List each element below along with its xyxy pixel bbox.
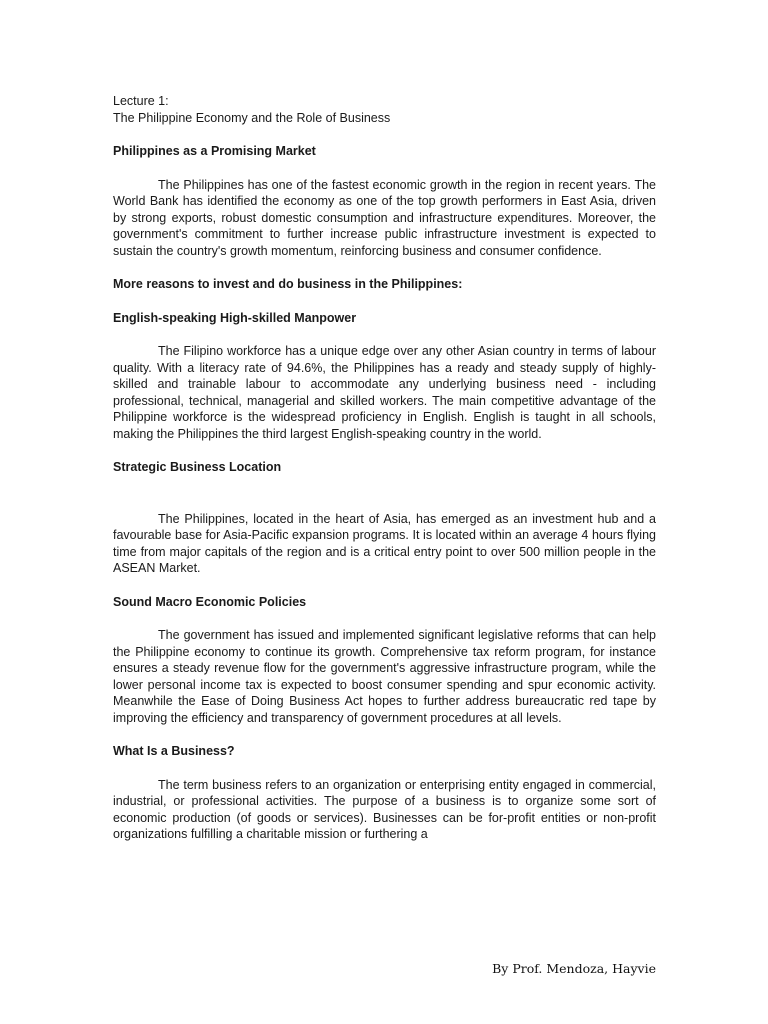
section-heading-promising-market: Philippines as a Promising Market [113,144,316,158]
paragraph-manpower: The Filipino workforce has a unique edge over any other Asian country in terms of labour quality. With a literacy rate of 94.6%, the Philippines has a ready and steady supply of highly-skilled and trainable labour to accommodate any underlying business need - including professional, technical, managerial and skilled workers. The main competitive advantage of the Philippine workforce is the widespread proficiency in English. English is taught in all schools, making the Philippines the third largest English-speaking country in the world. [113,344,656,441]
document-page [113,93,656,843]
lecture-title: The Philippine Economy and the Role of Business [113,110,391,125]
section-heading-more-reasons: More reasons to invest and do business in the Philippines: [113,277,463,291]
section-heading-what-is-business: What Is a Business? [113,744,235,758]
section-heading-manpower: English-speaking High-skilled Manpower [113,310,357,325]
paragraph-macro-policies: The government has issued and implemented significant legislative reforms that can help the Philippine economy to continue its growth. Comprehensive tax reform program, for instance ensures a steady revenue flow for the government's aggressive infrastructure program, while the lower personal income tax is expected to boost consumer spending and spur economic activity. Meanwhile the Ease of Doing Business Act hopes to further address bureaucratic red tape by improving the efficiency and transparency of government procedures at all levels. [113,628,656,725]
section-heading-macro-policies: Sound Macro Economic Policies [113,594,307,609]
section-heading-location: Strategic Business Location [113,460,282,474]
paragraph-what-is-business: The term business refers to an organization or enterprising entity engaged in commercial, industrial, or professional activities. The purpose of a business is to organize some sort of economic production (of goods or services). Businesses can be for-profit entities or non-profit organizations fulfilling a charitable mission or furthering a [113,777,656,841]
paragraph-location: The Philippines, located in the heart of Asia, has emerged as an investment hub and a favourable base for Asia-Pacific expansion programs. It is located within an average 4 hours flying time from major capitals of the region and is a critical entry point to over 500 million people in the ASEAN Market. [113,511,656,575]
author-footer: By Prof. Mendoza, Hayvie [492,961,656,976]
paragraph-promising-market: The Philippines has one of the fastest economic growth in the region in recent years. The World Bank has identified the economy as one of the top growth performers in East Asia, driven by strong exports, robust domestic consumption and infrastructure expenditures. Moreover, the government's commitment to further increase public infrastructure investment is expected to sustain the country's growth momentum, reinforcing business and consumer confidence. [113,177,656,258]
lecture-label: Lecture 1: [113,94,169,108]
